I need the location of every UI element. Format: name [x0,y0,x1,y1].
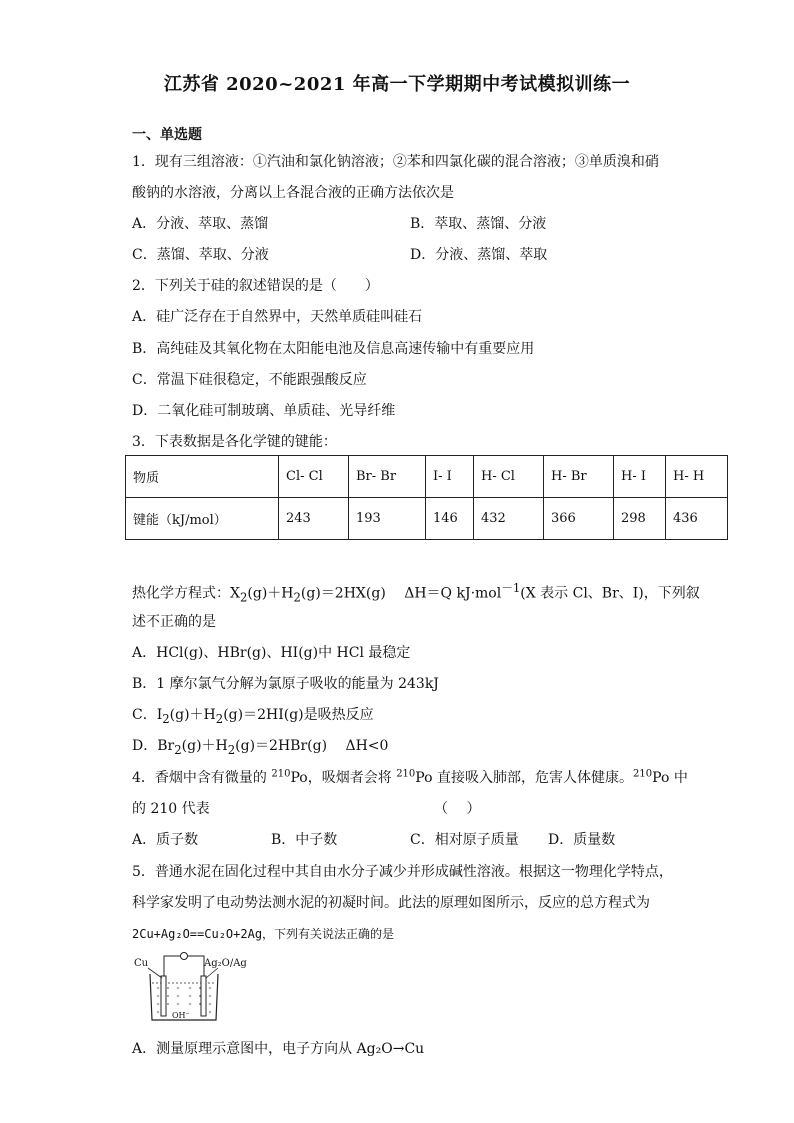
q2-option-a: A．硅广泛存在于自然界中，天然单质硅叫硅石 [132,309,423,325]
section-heading: 一、单选题 [132,127,202,143]
q3-option-c: C．$I_2(g)+H_2(g)=2HI(g)$是吸热反应 [132,707,374,726]
table-cell: 物质 [126,456,279,498]
q3-option-d: D．$Br_2(g)+H_2(g)=2HBr(g)$ ΔH<0 [132,738,389,757]
q3-stem-line2: 述不正确的是 [132,614,216,630]
q3-equation-line: 热化学方程式：$X_2(g)+H_2(g)=2HX(g)$ ΔH＝Q kJ·mol$^{-1}$(X 表示 Cl、Br、I)，下列叙 [132,581,700,605]
table-row [126,498,728,540]
q5-stem-line1: 5．普通水泥在固化过程中其自由水分子减少并形成碱性溶液。根据这一物理化学特点， [132,864,673,880]
ag2o-ag-label: Ag₂O/Ag [204,958,247,969]
table-cell: 193 [349,498,426,540]
q1-option-b: B．萃取、蒸馏、分液 [410,216,547,232]
q4-stem-line2: 的 210 代表 [132,801,210,817]
table-cell: 366 [544,498,614,540]
q1-option-d: D．分液、蒸馏、萃取 [410,247,548,263]
label-leader [206,968,218,978]
table-cell: 键能（kJ/mol） [126,498,279,540]
q3-stem: 3．下表数据是各化学键的键能： [132,434,337,450]
q3-option-a: A．HCl(g)、HBr(g)、HI(g)中 HCl 最稳定 [132,645,411,661]
q3-option-b: B．1 摩尔氯气分解为氯原子吸收的能量为 243kJ [132,676,439,692]
q2-option-c: C．常温下硅很稳定，不能跟强酸反应 [132,372,367,388]
table-cell: H- Cl [474,456,544,498]
table-cell: Br- Br [349,456,426,498]
table-cell: I- I [426,456,474,498]
q4-stem-line1: 4．香烟中含有微量的 $^{210}$Po，吸烟者会将 $^{210}$Po 直接吸入肺部，危害人体健康。$^{210}$Po 中 [132,768,688,786]
table-cell: 243 [279,498,349,540]
meter-icon [181,953,188,960]
page-title: 江苏省 2020~2021 年高一下学期期中考试模拟训练一 [163,74,631,95]
table-cell: 432 [474,498,544,540]
q1-option-c: C．蒸馏、萃取、分液 [132,247,269,263]
q4-option-a: A．质子数 [132,832,199,848]
hydroxide-label: OH⁻ [172,1011,190,1020]
q4-option-b: B．中子数 [271,832,338,848]
q4-option-d: D．质量数 [548,832,616,848]
table-cell: 298 [614,498,666,540]
table-cell: 436 [666,498,728,540]
table-cell: H- I [614,456,666,498]
q2-option-d: D．二氧化硅可制玻璃、单质硅、光导纤维 [132,403,396,419]
q5-option-a: A．测量原理示意图中，电子方向从 Ag₂O→Cu [132,1041,425,1057]
bond-energy-table [125,455,728,540]
table-cell: H- Br [544,456,614,498]
q1-option-a: A．分液、萃取、蒸馏 [132,216,269,232]
q1-stem-line2: 酸钠的水溶液，分离以上各混合液的正确方法依次是 [132,185,454,201]
table-header-row [126,456,728,498]
q5-stem-line3: 2Cu+Ag₂O==Cu₂O+2Ag，下列有关说法正确的是 [132,927,395,941]
q4-answer-paren: （ ） [434,801,481,817]
electrochemical-cell-diagram [134,952,254,1024]
table-cell: 146 [426,498,474,540]
ag2o-electrode [201,976,206,1016]
q2-option-b: B．高纯硅及其氧化物在太阳能电池及信息高速传输中有重要应用 [132,341,535,357]
q2-stem: 2．下列关于硅的叙述错误的是（ ） [132,278,379,294]
q1-stem-line1: 1．现有三组溶液：①汽油和氯化钠溶液；②苯和四氯化碳的混合溶液；③单质溴和硝 [132,154,659,170]
q5-stem-line2: 科学家发明了电动势法测水泥的初凝时间。此法的原理如图所示，反应的总方程式为 [132,895,650,911]
cu-electrode [161,976,166,1016]
table-cell: H- H [666,456,728,498]
cu-label: Cu [134,958,149,969]
q4-option-c: C．相对原子质量 [410,832,519,848]
table-cell: Cl- Cl [279,456,349,498]
